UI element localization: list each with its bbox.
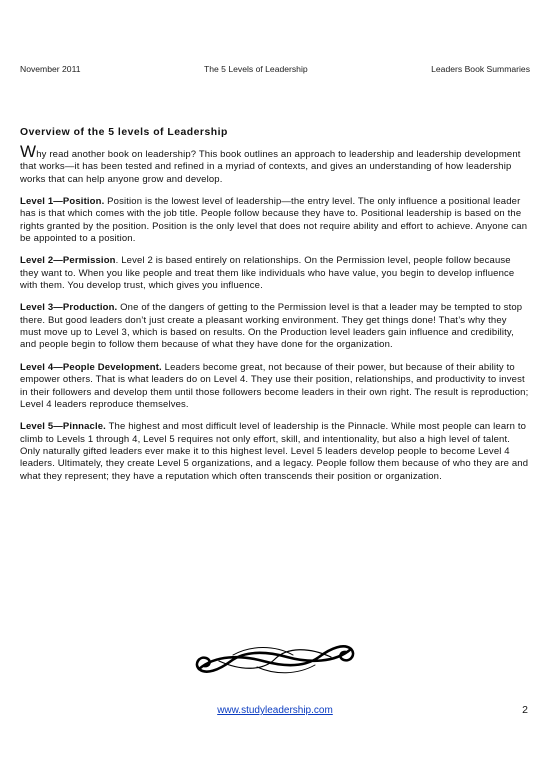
body-text <box>20 142 530 493</box>
level-5-paragraph <box>20 421 530 483</box>
level-1-paragraph <box>20 196 530 245</box>
level-2-label: Level 2—Permission <box>20 255 116 267</box>
level-3-paragraph <box>20 302 530 351</box>
level-3-text: One of the dangers of getting to the Permission level is that a leader may be tempted to stop there. But good leaders don’t just create a pleasant working environment. They get things done! That’s why they must move up to Level 3, which is based on results. On the Production level leaders gain influence and credibility, and people begin to follow them because of what they have done for the organization. <box>20 302 523 351</box>
level-2-paragraph <box>20 255 530 292</box>
header-series: Leaders Book Summaries <box>431 64 530 74</box>
level-4-label: Level 4—People Development. <box>20 361 162 373</box>
footer-website-link[interactable]: www.studyleadership.com <box>217 705 333 716</box>
level-5-text: The highest and most difficult level of leadership is the Pinnacle. While most people can learn to climb to Levels 1 through 4, Level 5 requires not only effort, skill, and intentionality, but also a high level of talent. Only naturally gifted leaders ever make it to this highest level. Level 5 leaders develop people to become Level 4 leaders. Ultimately, they create Level 5 organizations, and a legacy. People follow them because of who they are and what they represent; they have a reputation which often transcends their position or organization. <box>20 421 529 482</box>
level-5-label: Level 5—Pinnacle. <box>20 421 106 433</box>
intro-dropcap: W <box>20 142 37 161</box>
level-4-paragraph <box>20 362 530 411</box>
page-number: 2 <box>522 704 528 716</box>
header-title: The 5 Levels of Leadership <box>203 64 308 74</box>
flourish-ornament <box>193 631 357 687</box>
section-title: Overview of the 5 levels of Leadership <box>20 127 228 138</box>
page-header <box>20 64 530 74</box>
level-1-label: Level 1—Position. <box>20 196 105 208</box>
intro-text: hy read another book on leadership? This book outlines an approach to leadership and leadership development that works—it has been tested and refined in a myriad of contexts, and gives an understanding of how leadership works that can help anyone grow and develop. <box>20 149 521 185</box>
level-2-text: . Level 2 is based entirely on relationships. On the Permission level, people follow because they want to. When you like people and treat them like individuals who have value, you begin to develop influence with them. You develop trust, which gives you influence. <box>20 255 515 292</box>
header-date: November 2011 <box>20 64 81 74</box>
intro-paragraph <box>20 142 530 186</box>
level-3-label: Level 3—Production. <box>20 302 118 314</box>
level-1-text: Position is the lowest level of leadership—the entry level. The only influence a positional leader has is that which comes with the job title. People follow because they have to. Positional leadership is based on the rights granted by the position. Position is the only level that does not require ability and effort to achieve. Anyone can be appointed to a position. <box>20 196 528 245</box>
level-4-text: Leaders become great, not because of their power, but because of their ability to empower others. That is what leaders do on Level 4. They use their position, relationships, and productivity to invest in their followers and develop them until those followers become leaders in their own right. The result is reproduction; Level 4 leaders reproduce themselves. <box>20 361 529 410</box>
